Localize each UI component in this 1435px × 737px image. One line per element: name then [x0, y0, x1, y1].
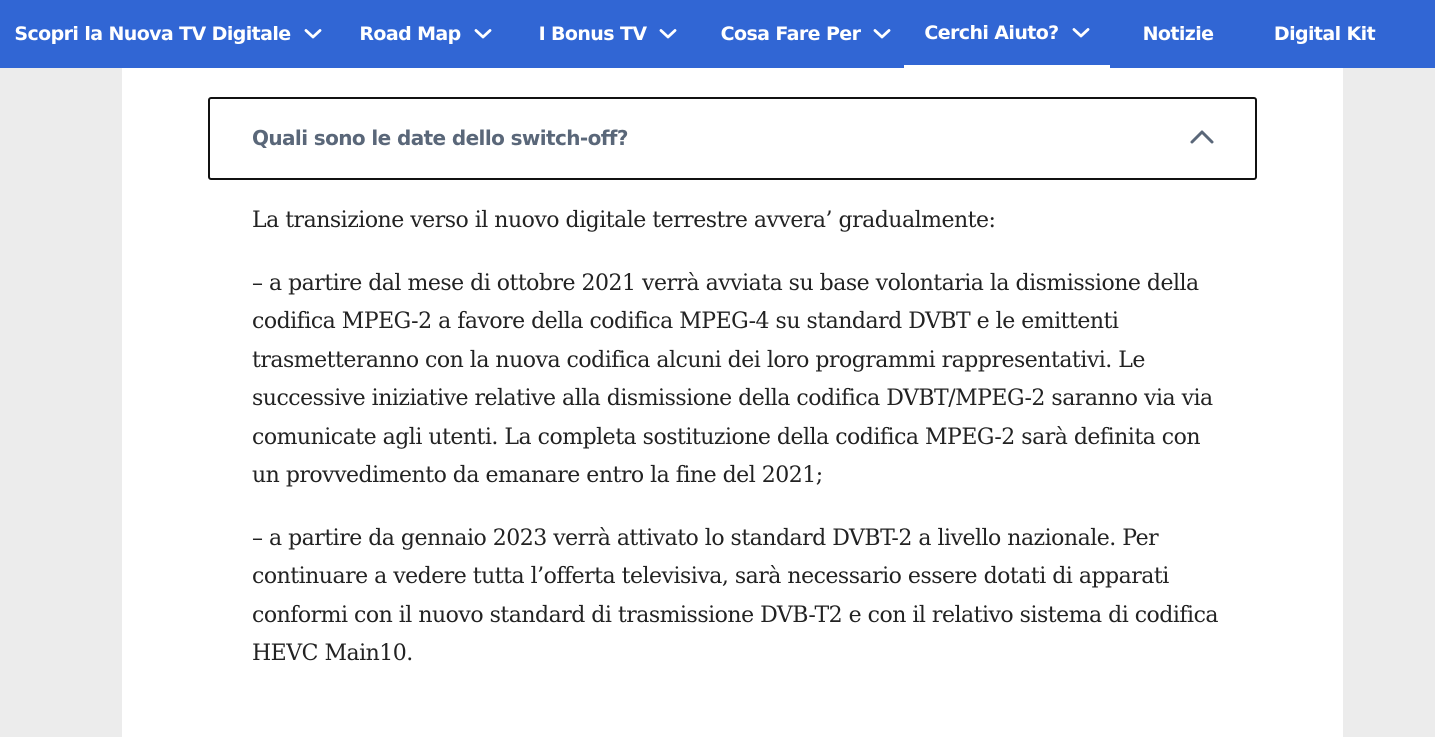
faq-answer-october-2021-paragraph: – a partire dal mese di ottobre 2021 verrà avviata su base volontaria la dismissione della codifica MPEG-2 a favore della codifica MPEG-4 su standard DVBT e le emittenti trasmetteranno con la nuova codifica alcuni dei loro programmi rappresentativi. Le successive iniziative relative alla dismissione della codifica DVBT/MPEG-2 saranno via via comunicate agli utenti. La completa sostituzione della codifica MPEG-2 sarà definita con un provvedimento da emanare entro la fine del 2021; [252, 270, 1213, 488]
chevron-down-icon [474, 28, 492, 40]
faq-answer-january-2023-paragraph: – a partire da gennaio 2023 verrà attivato lo standard DVBT-2 a livello nazionale. Per continuare a vedere tutta l’offerta televisiva, sarà necessario essere dotati di apparati conformi con il nuovo standard di trasmissione DVB-T2 e con il relativo sistema di codifica HEVC Main10. [252, 525, 1219, 666]
chevron-down-icon [873, 28, 891, 40]
chevron-up-icon[interactable] [1189, 128, 1215, 146]
nav-item-label: Cosa Fare Per [720, 23, 861, 45]
nav-item-cosa-fare-per[interactable] [710, 0, 902, 68]
nav-item-i-bonus-tv[interactable] [527, 0, 689, 68]
nav-item-label: Digital Kit [1273, 23, 1376, 45]
nav-item-road-map[interactable] [347, 0, 504, 68]
nav-item-label: I Bonus TV [538, 23, 647, 45]
faq-accordion-header[interactable] [208, 97, 1257, 180]
nav-item-label: Cerchi Aiuto? [924, 21, 1059, 44]
nav-item-scopri-nuova-tv-digitale[interactable] [14, 0, 322, 68]
chevron-down-icon [659, 28, 677, 40]
main-navigation [0, 0, 1435, 68]
nav-item-digital-kit[interactable] [1258, 0, 1391, 68]
faq-content-panel [122, 68, 1343, 737]
faq-question-title: Quali sono le date dello switch-off? [252, 126, 628, 150]
nav-item-cerchi-aiuto[interactable] [904, 0, 1110, 68]
nav-item-notizie[interactable] [1126, 0, 1230, 68]
chevron-down-icon [304, 28, 322, 40]
nav-item-label: Notizie [1142, 23, 1214, 45]
faq-answer-intro-paragraph: La transizione verso il nuovo digitale terrestre avvera’ gradualmente: [252, 208, 996, 233]
nav-item-label: Road Map [359, 23, 461, 45]
chevron-down-icon [1072, 27, 1090, 39]
nav-item-label: Scopri la Nuova TV Digitale [14, 23, 291, 45]
faq-answer-body [252, 202, 1227, 698]
